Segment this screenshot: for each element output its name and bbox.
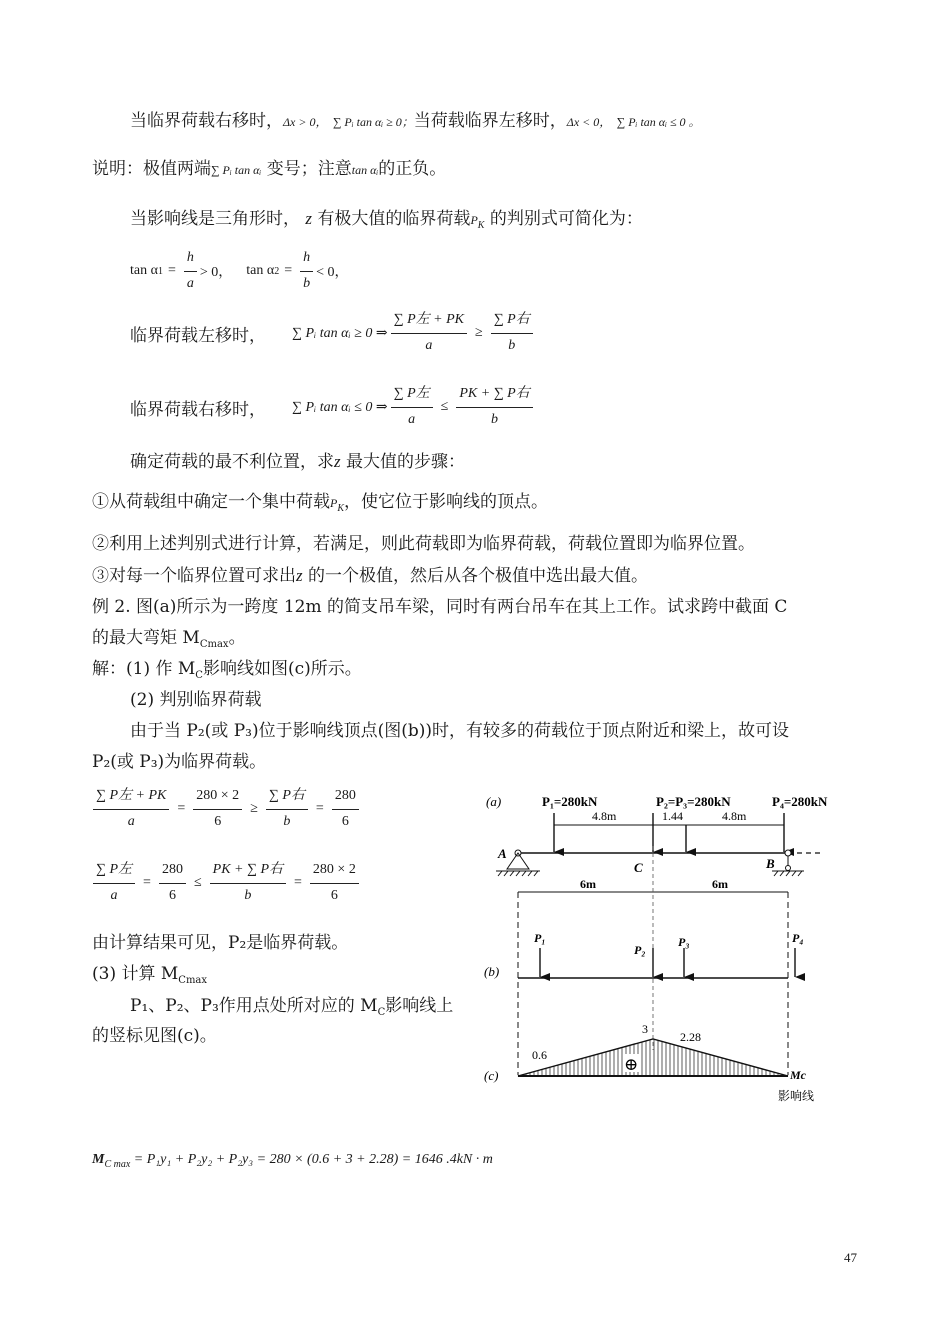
text: 解：(1) 作 M — [92, 659, 196, 679]
numerator: 280 × 2 — [310, 858, 359, 884]
span-left-label: 6m — [580, 877, 596, 891]
solution-reason: 由于当 P₂(或 P₃)位于影响线顶点(图(b))时，有较多的荷载位于顶点附近和梁上，故可设 — [130, 721, 789, 741]
fraction-left — [391, 382, 433, 432]
denominator: a — [425, 338, 433, 353]
example-line-2 — [92, 623, 246, 650]
fraction — [93, 858, 135, 908]
fraction — [159, 858, 186, 908]
beam-figure — [470, 780, 860, 1110]
text: ，使它位于影响线的顶点。 — [344, 492, 549, 512]
math-pk: P — [330, 496, 338, 510]
denominator: a — [110, 888, 118, 903]
page-number: 47 — [844, 1250, 857, 1265]
b-p1-label: P₁ — [534, 931, 546, 945]
dim-p1-p2: 4.8m — [592, 809, 617, 823]
criterion-label: 临界荷载右移时， — [130, 399, 266, 419]
numerator: ∑ P左 + PK — [391, 308, 467, 334]
ground-hatch-a — [498, 871, 538, 876]
final-equation — [92, 1152, 493, 1170]
support-b-label: B — [766, 856, 775, 871]
il-y3-value: 2.28 — [680, 1030, 701, 1044]
math-z: z — [296, 566, 303, 585]
math-pk-sub: K — [477, 220, 485, 231]
criterion-lhs: ∑ Pᵢ tan αᵢ ≤ 0 ⇒ — [292, 399, 388, 415]
il-y1-value: 0.6 — [532, 1048, 547, 1062]
text: ①从荷载组中确定一个集中荷载 — [92, 492, 330, 512]
criterion-right-shift — [130, 382, 536, 432]
math-pk-sub: K — [337, 503, 345, 514]
tan-equations: tan α 1 = $\frac{h}{a}$ > 0， tan α 2 = $\frac{h}{b}$ < 0， — [130, 246, 349, 296]
relation: ≥ — [475, 325, 483, 340]
step-3-heading — [92, 959, 207, 986]
text: 有极大值的临界荷载 — [317, 209, 471, 229]
tan-alpha-1: tan α — [130, 263, 158, 278]
fraction-right — [456, 382, 532, 432]
text: 说明：极值两端 — [92, 159, 211, 179]
p1-load-label: P₁=280kN — [542, 794, 598, 809]
check-equation-1: $\frac{\text{∑ P左 + PK}}{a}$ = $\frac{280 \times 2}{6}$ ≥ $\frac{\text{∑ P右}}{b}$ = $\frac{280}{6}$ — [90, 784, 362, 834]
solution-reason-cont: P₂(或 P₃)为临界荷载。 — [92, 752, 267, 772]
step-2: ②利用上述判别式进行计算，若满足，则此荷载即为临界荷载，荷载位置即为临界位置。 — [92, 534, 755, 554]
p4-load-label: P₄=280kN — [772, 794, 828, 809]
denominator: a — [127, 814, 135, 829]
dim-p3-p4: 4.8m — [722, 809, 747, 823]
fraction — [93, 784, 169, 834]
text: 当临界荷载右移时， — [130, 111, 283, 131]
text: 的正负。 — [378, 159, 447, 179]
fraction — [210, 858, 286, 908]
il-caption: 影响线 — [778, 1089, 815, 1103]
intro-line-1 — [130, 106, 701, 131]
numerator: 280 — [332, 784, 359, 810]
label-b: (b) — [484, 964, 500, 979]
numerator: PK + ∑ P右 — [456, 382, 532, 408]
ground-hatch-b — [774, 871, 802, 876]
denominator: b — [508, 338, 516, 353]
text: 的一个极值，然后从各个极值中选出最大值。 — [308, 566, 649, 586]
b-p2-label: P₂ — [634, 943, 646, 957]
influence-hatch — [522, 1039, 786, 1076]
numerator: h — [300, 246, 313, 272]
text: (3) 计算 M — [92, 964, 179, 984]
example-line-1: 例 2. 图(a)所示为一跨度 12m 的简支吊车梁，同时有两台吊车在其上工作。试求跨中截面 C — [92, 597, 788, 617]
label-a: (a) — [486, 794, 502, 809]
relation: > 0， — [199, 265, 233, 280]
numerator: 280 × 2 — [193, 784, 242, 810]
text: 的判别式可简化为： — [489, 209, 643, 229]
dim-p2-p3: 1.44 — [662, 809, 683, 823]
ordinate-desc-1 — [130, 991, 453, 1018]
subscript: C max — [104, 1159, 131, 1170]
numerator: ∑ P左 — [391, 382, 433, 408]
fraction — [310, 858, 359, 908]
numerator: ∑ P左 + PK — [93, 784, 169, 810]
fraction — [266, 784, 308, 834]
numerator: ∑ P右 — [491, 308, 533, 334]
support-a-label: A — [498, 846, 507, 861]
fraction-right — [491, 308, 533, 358]
math-sum: ∑ Pᵢ tan αᵢ — [211, 163, 262, 177]
denominator: 6 — [168, 888, 176, 903]
intro-triangle — [130, 204, 643, 231]
roller-b — [786, 866, 791, 871]
m-symbol: M — [92, 1152, 105, 1167]
subscript: 2 — [274, 265, 280, 277]
ordinate-desc-2: 的竖标见图(c)。 — [92, 1026, 217, 1046]
text: ③对每一个临界位置可求出 — [92, 566, 296, 586]
numerator: ∑ P右 — [266, 784, 308, 810]
conclusion-line: 由计算结果可见，P₂是临界荷载。 — [92, 933, 349, 953]
math-condition: Δx < 0， — [566, 115, 612, 129]
step-1 — [92, 487, 548, 514]
numerator: h — [184, 246, 197, 272]
text: 当荷载临界左移时， — [413, 111, 567, 131]
criterion-label: 临界荷载左移时， — [130, 325, 266, 345]
numerator: 280 — [159, 858, 186, 884]
denominator: 6 — [214, 814, 222, 829]
denominator: a — [408, 412, 416, 427]
intro-note — [92, 154, 446, 179]
denominator: b — [244, 888, 252, 903]
b-p3-label: P₃ — [678, 935, 690, 949]
text: 影响线如图(c)所示。 — [202, 659, 362, 679]
relation: ≥ — [250, 801, 258, 816]
text: 确定荷载的最不利位置，求 — [130, 452, 334, 472]
text: 当影响线是三角形时， — [130, 209, 300, 229]
section-c-label: C — [634, 860, 643, 875]
math-sum: ∑ Pᵢ tan αᵢ ≥ 0； — [332, 115, 414, 129]
math-tan: tan αᵢ — [351, 163, 379, 177]
subscript: Cmax — [199, 639, 229, 650]
subscript: Cmax — [178, 975, 208, 986]
subscript: C — [377, 1007, 386, 1018]
numerator: PK + ∑ P右 — [210, 858, 286, 884]
tan-alpha-2: tan α — [246, 263, 275, 278]
relation: ≤ — [440, 399, 449, 414]
criterion-left-shift — [130, 308, 536, 358]
math-z: z — [334, 452, 341, 471]
text: 最大值的步骤： — [346, 452, 466, 472]
steps-heading — [130, 447, 465, 472]
span-right-label: 6m — [712, 877, 728, 891]
numerator: ∑ P左 — [93, 858, 135, 884]
denominator: 6 — [341, 814, 349, 829]
text: 。 — [228, 628, 246, 648]
fraction-left — [391, 308, 467, 358]
b-p4-label: P₄ — [792, 931, 804, 945]
denominator: b — [283, 814, 291, 829]
il-name-label: Mc — [790, 1068, 806, 1082]
math-z: z — [305, 209, 313, 228]
math-sum: ∑ Pᵢ tan αᵢ ≤ 0 。 — [616, 115, 701, 129]
math-pk: P — [470, 213, 478, 227]
fraction-h-a — [184, 246, 197, 296]
denominator: 6 — [330, 888, 338, 903]
text: P₁、P₂、P₃作用点处所对应的 M — [130, 996, 378, 1016]
final-equation-rhs: = P₁y₁ + P₂y₂ + P₂y₃ = 280 × (0.6 + 3 + 2.28) = 1646 .4kN · m — [133, 1152, 493, 1167]
relation: < 0， — [316, 265, 349, 280]
denominator: a — [186, 276, 194, 291]
denominator: b — [491, 412, 499, 427]
math-condition: Δx > 0， — [283, 115, 328, 129]
solution-step-2: (2) 判别临界荷载 — [130, 690, 262, 710]
positive-sign-icon: ⊕ — [624, 1055, 639, 1074]
check-equation-2: $\frac{\text{∑ P左}}{a}$ = $\frac{280}{6}$ ≤ $\frac{\text{PK + ∑ P右}}{b}$ = $\frac{280 \times 2}{6}$ — [90, 858, 362, 908]
subscript: 1 — [157, 265, 163, 277]
label-c: (c) — [484, 1068, 499, 1083]
il-peak-value: 3 — [642, 1022, 648, 1036]
pin-b — [785, 850, 791, 856]
text: 影响线上 — [385, 996, 454, 1016]
text: 的最大弯矩 M — [92, 628, 200, 648]
relation: ≤ — [193, 875, 202, 890]
p2-p3-load-label: P₂=P₃=280kN — [656, 794, 731, 809]
denominator: b — [303, 276, 311, 291]
text: 变号；注意 — [266, 159, 352, 179]
step-3 — [92, 561, 648, 586]
criterion-lhs: ∑ Pᵢ tan αᵢ ≥ 0 ⇒ — [292, 325, 388, 341]
fraction — [193, 784, 242, 834]
subscript: C — [195, 670, 203, 681]
fraction-h-b — [300, 246, 313, 296]
fraction — [332, 784, 359, 834]
solution-step-1 — [92, 654, 362, 681]
